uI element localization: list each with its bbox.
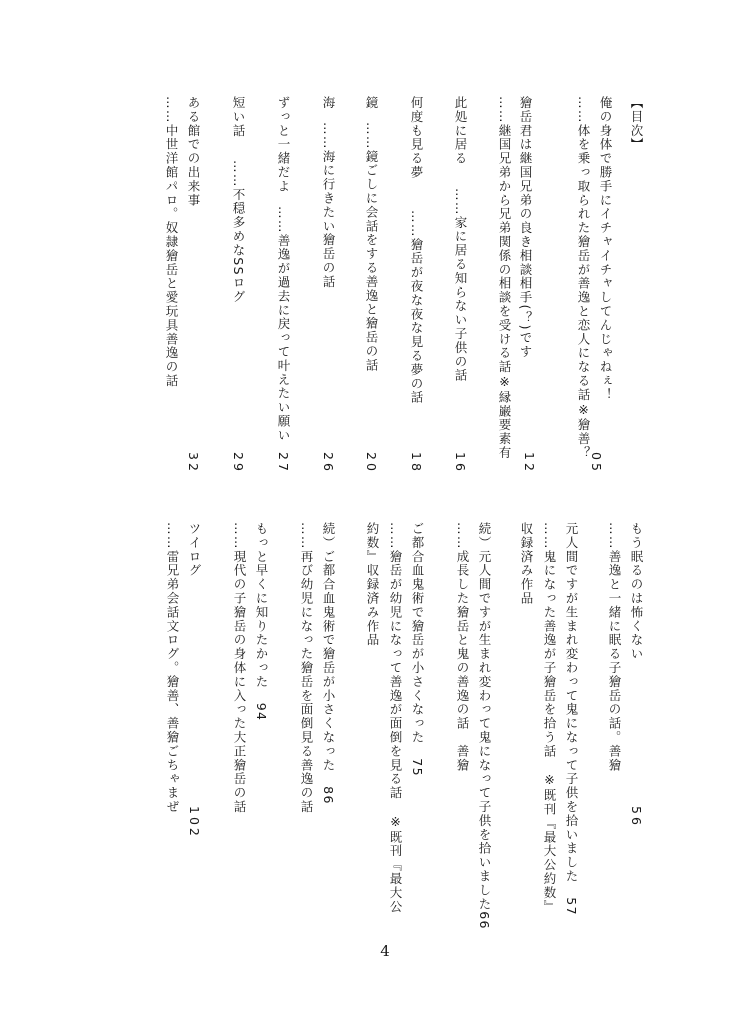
toc-entry-desc: ……獪岳が夜な夜な見る夢の話 bbox=[409, 210, 424, 405]
toc-entry-page: 18 bbox=[409, 452, 424, 474]
toc-line: ご都合血鬼術で獪岳が小さくなった 75 bbox=[410, 522, 425, 778]
toc-line: 約数』収録済み作品 bbox=[365, 522, 380, 648]
toc-entry-title: 何度も見る夢 bbox=[409, 96, 424, 180]
toc-entry-page: 05 bbox=[589, 452, 604, 474]
toc-line: もう眠るのは怖くない bbox=[629, 522, 644, 661]
toc-entry-title: ある館での出来事 bbox=[186, 96, 201, 208]
toc-line: ……鬼になった善逸が子獪岳を拾う話 ※既刊『最大公約数』 bbox=[542, 522, 557, 914]
toc-line: ……再び幼児になった獪岳を面倒見る善逸の話 bbox=[299, 522, 314, 814]
toc-entry-page: 32 bbox=[186, 452, 201, 474]
toc-entry-title: 獪岳君は継国兄弟の良き相談相手(？)です bbox=[518, 96, 533, 359]
toc-line: もっと早くに知りたかった 94 bbox=[254, 522, 269, 722]
toc-entry-page: 29 bbox=[231, 452, 246, 474]
toc-line: 続）ご都合血鬼術で獪岳が小さくなった 86 bbox=[321, 522, 336, 805]
toc-line: 続）元人間ですが生まれ変わって鬼になって子供を拾いました66 bbox=[477, 522, 492, 930]
toc-entry-desc: ……善逸が過去に戻って叶えたい願い bbox=[276, 206, 291, 443]
toc-entry-title: ずっと一緒だよ bbox=[276, 96, 291, 194]
toc-entry-title: 俺の身体で勝手にイチャイチャしてんじゃねぇ！ bbox=[598, 96, 613, 402]
toc-line: ……獪岳が幼児になって善逸が面倒を見る話 ※既刊『最大公 bbox=[388, 522, 403, 914]
toc-entry-desc: ……不穏多めなSSログ bbox=[231, 160, 246, 304]
toc-entry-page: 102 bbox=[187, 806, 202, 839]
page-number: 4 bbox=[380, 942, 390, 960]
toc-line: ……現代の子獪岳の身体に入った大正獪岳の話 bbox=[232, 522, 247, 814]
toc-entry-page: 26 bbox=[321, 452, 336, 474]
toc-entry-page: 56 bbox=[629, 806, 644, 828]
toc-entry-title: 鏡 bbox=[364, 96, 379, 110]
toc-entry-page: 20 bbox=[364, 452, 379, 474]
toc-entry-title: 海 bbox=[321, 96, 336, 110]
toc-entry-desc: ……家に居る知らない子供の話 bbox=[453, 188, 468, 383]
toc-entry-desc: ……海に行きたい獪岳の話 bbox=[321, 122, 336, 289]
toc-entry-page: 12 bbox=[522, 452, 537, 474]
toc-entry-desc: ……中世洋館パロ。奴隷獪岳と愛玩具善逸の話 bbox=[164, 96, 179, 388]
toc-entry-title: 此処に居る bbox=[453, 96, 468, 166]
toc-entry-desc: ……鏡ごしに会話をする善逸と獪岳の話 bbox=[364, 122, 379, 373]
toc-line: ……善逸と一緒に眠る子獪岳の話。善獪 bbox=[607, 522, 622, 773]
toc-line: ツイログ bbox=[187, 522, 202, 578]
toc-line: 元人間ですが生まれ変わって鬼になって子供を拾いました 57 bbox=[564, 522, 579, 917]
toc-line: 収録済み作品 bbox=[519, 522, 534, 606]
toc-line: ……雷兄弟会話文ログ。獪善、善獪ごちゃまぜ bbox=[165, 522, 180, 814]
toc-entry-desc: ……継国兄弟から兄弟関係の相談を受ける話※縁巌要素有 bbox=[497, 96, 512, 460]
toc-entry-page: 27 bbox=[276, 452, 291, 474]
toc-line: ……成長した獪岳と鬼の善逸の話 善獪 bbox=[455, 522, 470, 773]
toc-entry-page: 16 bbox=[453, 452, 468, 474]
toc-entry-desc: ……体を乗っ取られた獪岳が善逸と恋人になる話※獪善？ bbox=[576, 96, 591, 460]
toc-entry-title: 短い話 bbox=[231, 96, 246, 138]
toc-heading: 【目次】 bbox=[629, 96, 644, 152]
